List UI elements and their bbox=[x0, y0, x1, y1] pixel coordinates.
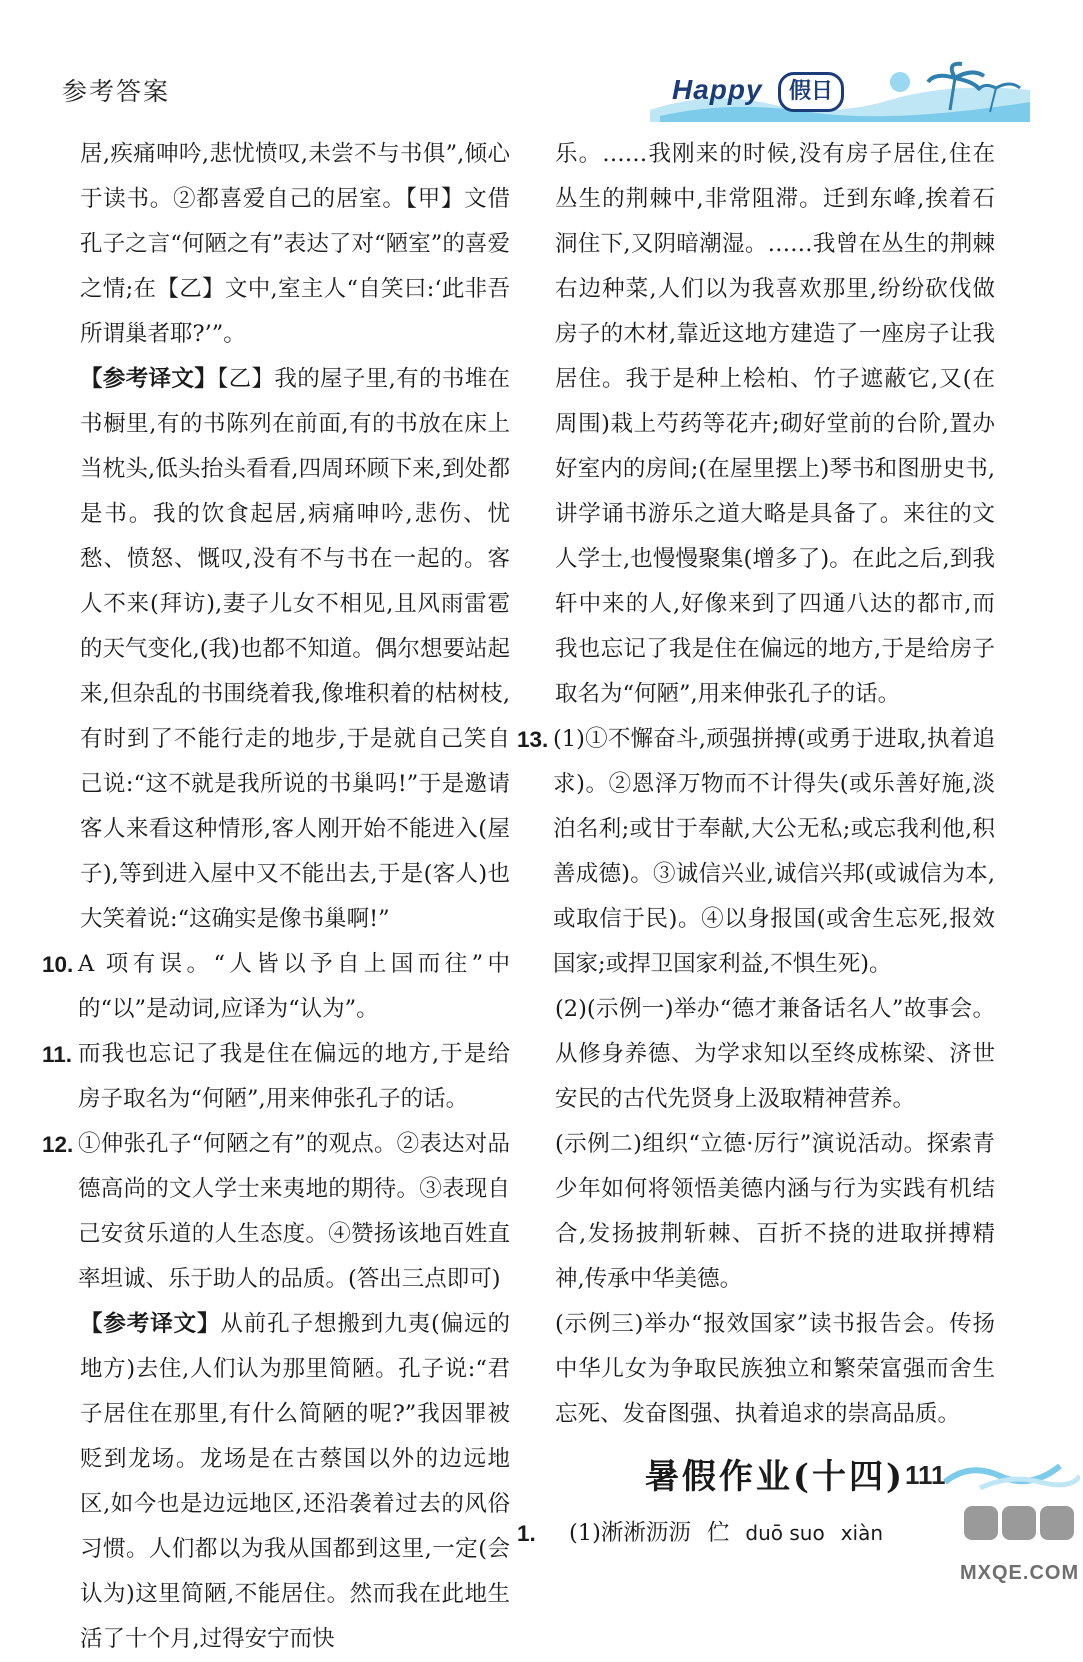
page-number: 111 bbox=[905, 1460, 946, 1490]
example-paragraph-1: (2)(示例一)举办“德才兼备话名人”故事会。从修身养德、为学求知以至终成栋梁、济世安民的古代先贤身上汲取精神营养。 bbox=[555, 996, 995, 1112]
item-text: ①伸张孔子“何陋之有”的观点。②表达对品德高尚的文人学士来夷地的期待。③表现自己安贫乐道的人生态度。④赞扬该地百姓直率坦诚、乐于助人的品质。(答出三点即可) bbox=[78, 1131, 510, 1292]
brand-text: Happy bbox=[672, 74, 763, 105]
answer-item-13 bbox=[517, 717, 995, 987]
translation-paragraph bbox=[80, 357, 510, 942]
item-text: (1)①不懈奋斗,顽强拼搏(或勇于进取,执着追求)。②恩泽万物而不计得失(或乐善好施,淡泊名利;或甘于奉献,大公无私;或忘我利他,积善成德)。③诚信兴业,诚信兴邦(或诚信为本,或取信于民)。④以身报国(或舍生忘死,报效国家;或捍卫国家利益,不惧生死)。 bbox=[553, 726, 995, 977]
section-title: 暑假作业(十四) bbox=[644, 1457, 906, 1497]
item-number: 1. bbox=[517, 1521, 536, 1546]
item-char: 伫 bbox=[706, 1520, 730, 1546]
pinyin-1: duō suo bbox=[745, 1521, 825, 1545]
answer-paragraph: 居,疾痛呻吟,悲忧愤叹,未尝不与书俱”,倾心于读书。②都喜爱自己的居室。【甲】文借孔子之言“何陋之有”表达了对“陋室”的喜爱之情;在【乙】文中,室主人“自笑曰:‘此非吾所谓巢者耶?’”。 bbox=[80, 141, 511, 347]
translation-continued: 乐。……我刚来的时候,没有房子居住,住在丛生的荆棘中,非常阻滞。迁到东峰,挨着石洞住下,又阴暗潮湿。……我曾在丛生的荆棘右边种菜,人们以为我喜欢那里,纷纷砍伐做房子的木材,靠近这地方建造了一座房子让我居住。我于是种上桧柏、竹子遮蔽它,又(在周围)栽上芍药等花卉;砌好堂前的台阶,置办好室内的房间;(在屋里摆上)琴书和图册史书,讲学诵书游乐之道大略是具备了。来往的文人学士,也慢慢聚集(增多了)。在此之后,到我轩中来的人,好像来到了四通八达的都市,而我也忘记了我是住在偏远的地方,于是给房子取名为“何陋”,用来伸张孔子的话。 bbox=[555, 141, 995, 707]
translation-label: 【参考译文】 bbox=[80, 366, 218, 392]
item-part: (1)淅淅沥沥 bbox=[569, 1520, 691, 1546]
answer-item-10 bbox=[42, 942, 510, 1032]
left-column bbox=[42, 132, 511, 1662]
pinyin-2: xiàn bbox=[840, 1521, 884, 1545]
brand-badge: 假日 bbox=[778, 72, 844, 112]
brand-logo bbox=[650, 60, 1030, 122]
watermark bbox=[960, 1500, 1078, 1596]
answer-item-11 bbox=[42, 1032, 510, 1122]
example-paragraph-2: (示例二)组织“立德·厉行”演说活动。探索青少年如何将领悟美德内涵与行为实践有机结合,发扬披荆斩棘、百折不挠的进取拼搏精神,传承中华美德。 bbox=[555, 1131, 995, 1292]
answer-item-1 bbox=[517, 1511, 995, 1556]
header-title: 参考答案 bbox=[62, 77, 171, 106]
page-decoration-icon bbox=[940, 1452, 1080, 1492]
translation-text: 从前孔子想搬到九夷(偏远的地方)去住,人们认为那里简陋。孔子说:“君子居住在那里,有什么简陋的呢?”我因罪被贬到龙场。龙场是在古蔡国以外的边远地区,如今也是边远地区,还沿袭着过去的风俗习惯。人们都以为我从国都到这里,一定(会认为)这里简陋,不能居住。然而我在此地生活了十个月,过得安宁而快 bbox=[80, 1311, 510, 1652]
item-number: 11. bbox=[42, 1042, 73, 1067]
item-text: 而我也忘记了我是住在偏远的地方,于是给房子取名为“何陋”,用来伸张孔子的话。 bbox=[78, 1041, 510, 1112]
translation-label: 【参考译文】 bbox=[80, 1311, 221, 1337]
watermark-text: MXQE.COM bbox=[960, 1562, 1080, 1584]
translation-paragraph bbox=[80, 1302, 510, 1662]
item-number: 13. bbox=[517, 727, 549, 752]
item-number: 10. bbox=[42, 952, 74, 977]
item-number: 12. bbox=[42, 1132, 74, 1157]
example-paragraph-3: (示例三)举办“报效国家”读书报告会。传扬中华儿女为争取民族独立和繁荣富强而舍生忘死、发奋图强、执着追求的崇高品质。 bbox=[555, 1311, 995, 1427]
right-column bbox=[517, 132, 995, 1556]
translation-text: 【乙】我的屋子里,有的书堆在书橱里,有的书陈列在前面,有的书放在床上当枕头,低头抬头看看,四周环顾下来,到处都是书。我的饮食起居,病痛呻吟,悲伤、忧愁、愤怒、慨叹,没有不与书在一起的。客人不来(拜访),妻子儿女不相见,且风雨雷雹的天气变化,(我)也都不知道。偶尔想要站起来,但杂乱的书围绕着我,像堆积着的枯树枝,有时到了不能行走的地步,于是就自己笑自己说:“这不就是我所说的书巢吗!”于是邀请客人来看这种情形,客人刚开始不能进入(屋子),等到进入屋中又不能出去,于是(客人)也大笑着说:“这确实是像书巢啊!” bbox=[80, 366, 510, 932]
answer-item-12 bbox=[42, 1122, 510, 1302]
item-text: A 项有误。“人皆以予自上国而往”中的“以”是动词,应译为“认为”。 bbox=[78, 951, 510, 1022]
watermark-logo-icon bbox=[960, 1500, 1078, 1562]
